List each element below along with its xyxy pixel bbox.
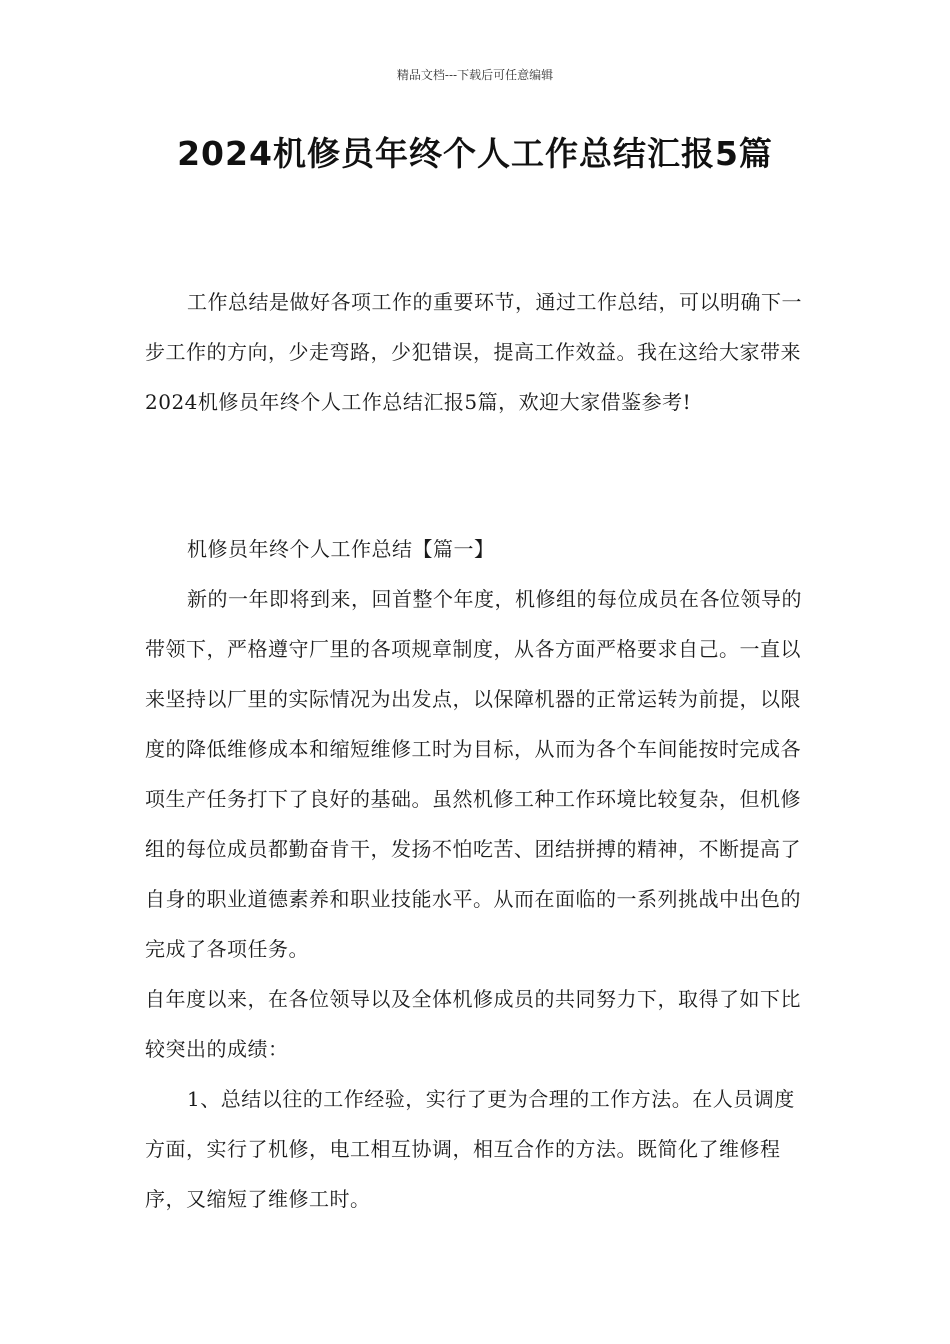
section-heading: 机修员年终个人工作总结【篇一】 [187, 537, 495, 561]
section-heading-block [145, 524, 807, 574]
section-body [145, 574, 807, 1224]
intro-section [145, 277, 807, 427]
body-paragraph: 1、总结以往的工作经验，实行了更为合理的工作方法。在人员调度方面，实行了机修，电工相互协调，相互合作的方法。既简化了维修程序，又缩短了维修工时。 [145, 1087, 795, 1211]
header-note: 精品文档---下载后可任意编辑 [396, 68, 554, 82]
body-paragraph: 自年度以来，在各位领导以及全体机修成员的共同努力下，取得了如下比较突出的成绩： [145, 987, 801, 1061]
body-paragraph: 新的一年即将到来，回首整个年度，机修组的每位成员在各位领导的带领下，严格遵守厂里的各项规章制度，从各方面严格要求自己。一直以来坚持以厂里的实际情况为出发点，以保障机器的正常运转为前提，以限度的降低维修成本和缩短维修工时为目标，从而为各个车间能按时完成各项生产任务打下了良好的基础。虽然机修工种工作环境比较复杂，但机修组的每位成员都勤奋肯干，发扬不怕吃苦、团结拼搏的精神，不断提高了自身的职业道德素养和职业技能水平。从而在面临的一系列挑战中出色的完成了各项任务。 [145, 587, 802, 961]
intro-paragraph: 工作总结是做好各项工作的重要环节，通过工作总结，可以明确下一步工作的方向，少走弯路，少犯错误，提高工作效益。我在这给大家带来2024机修员年终个人工作总结汇报5篇，欢迎大家借鉴参考! [145, 290, 802, 414]
document-title: 2024机修员年终个人工作总结汇报5篇 [177, 134, 773, 173]
